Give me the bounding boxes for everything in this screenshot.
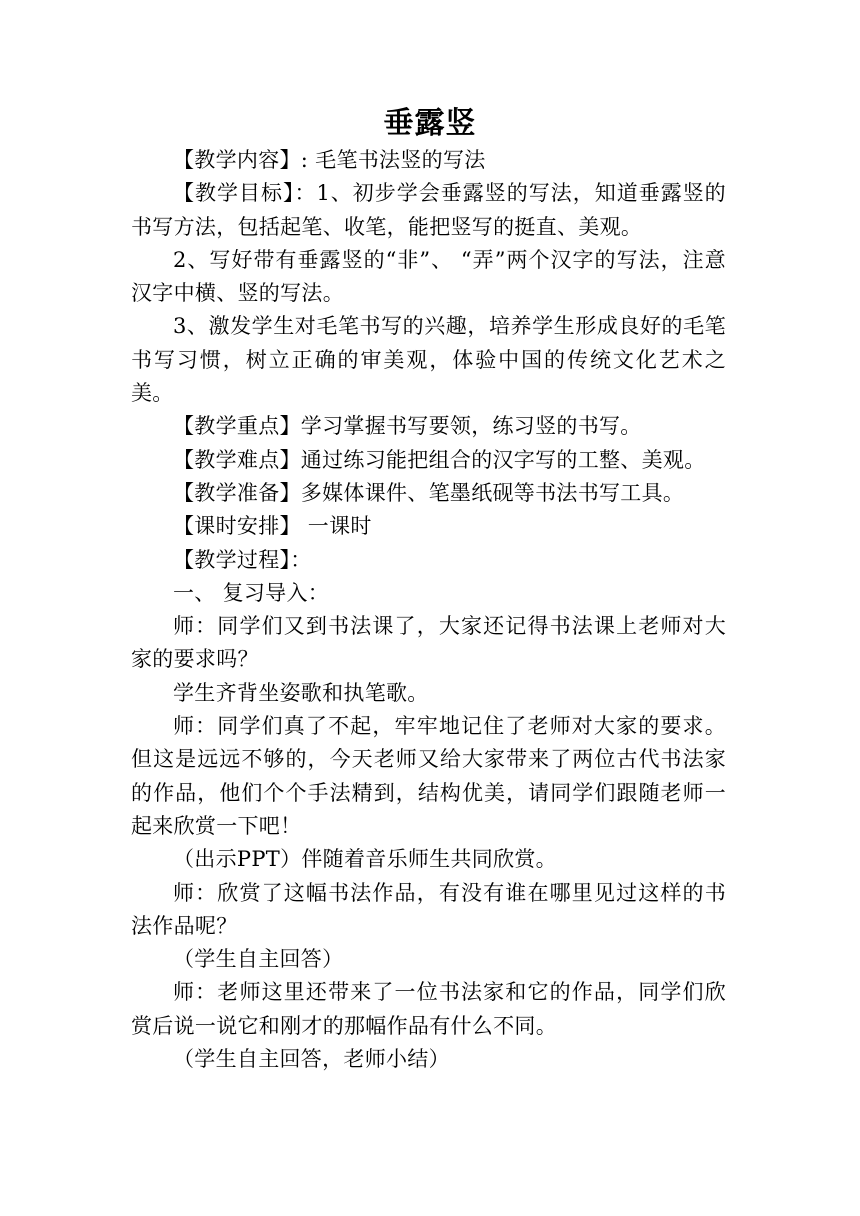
paragraph-difficulty: 【教学难点】通过练习能把组合的汉字写的工整、美观。 <box>173 447 706 472</box>
document-body <box>131 144 726 1076</box>
paragraph-teacher-4: 师：老师这里还带来了一位书法家和它的作品，同学们欣赏后说一说它和刚才的那幅作品有什么不同。 <box>131 980 726 1038</box>
paragraph-students-3: （学生自主回答，老师小结） <box>173 1047 450 1072</box>
paragraph-teacher-2: 师：同学们真了不起，牢牢地记住了老师对大家的要求。但这是远远不够的，今天老师又给大家带来了两位古代书法家的作品，他们个个手法精到，结构优美，请同学们跟随老师一起来欣赏一下吧！ <box>131 714 726 838</box>
paragraph-process-heading: 【教学过程】： <box>173 547 312 572</box>
paragraph-preparation: 【教学准备】多媒体课件、笔墨纸砚等书法书写工具。 <box>173 480 685 505</box>
paragraph-schedule: 【课时安排】 一课时 <box>173 514 372 539</box>
paragraph-key-point: 【教学重点】学习掌握书写要领，练习竖的书写。 <box>173 414 642 439</box>
paragraph-teaching-goal-1: 【教学目标】：1、初步学会垂露竖的写法，知道垂露竖的书写方法，包括起笔、收笔，能把竖写的挺直、美观。 <box>131 181 726 239</box>
paragraph-students-1: 学生齐背坐姿歌和执笔歌。 <box>173 680 429 705</box>
paragraph-teacher-3: 师：欣赏了这幅书法作品，有没有谁在哪里见过这样的书法作品呢？ <box>131 880 726 938</box>
paragraph-section-review: 一、 复习导入： <box>173 580 330 605</box>
paragraph-ppt: （出示PPT）伴随着音乐师生共同欣赏。 <box>173 847 557 872</box>
paragraph-teaching-goal-2: 2、写好带有垂露竖的“非”、 “弄”两个汉字的写法，注意汉字中横、竖的写法。 <box>131 247 726 306</box>
paragraph-teacher-1: 师：同学们又到书法课了，大家还记得书法课上老师对大家的要求吗？ <box>131 614 726 672</box>
paragraph-students-2: （学生自主回答） <box>173 947 344 972</box>
paragraph-teaching-goal-3: 3、激发学生对毛笔书写的兴趣，培养学生形成良好的毛笔书写习惯，树立正确的审美观，体验中国的传统文化艺术之美。 <box>131 314 726 406</box>
document-title: 垂露竖 <box>383 106 477 141</box>
paragraph-teaching-content: 【教学内容】: 毛笔书法竖的写法 <box>173 148 486 172</box>
